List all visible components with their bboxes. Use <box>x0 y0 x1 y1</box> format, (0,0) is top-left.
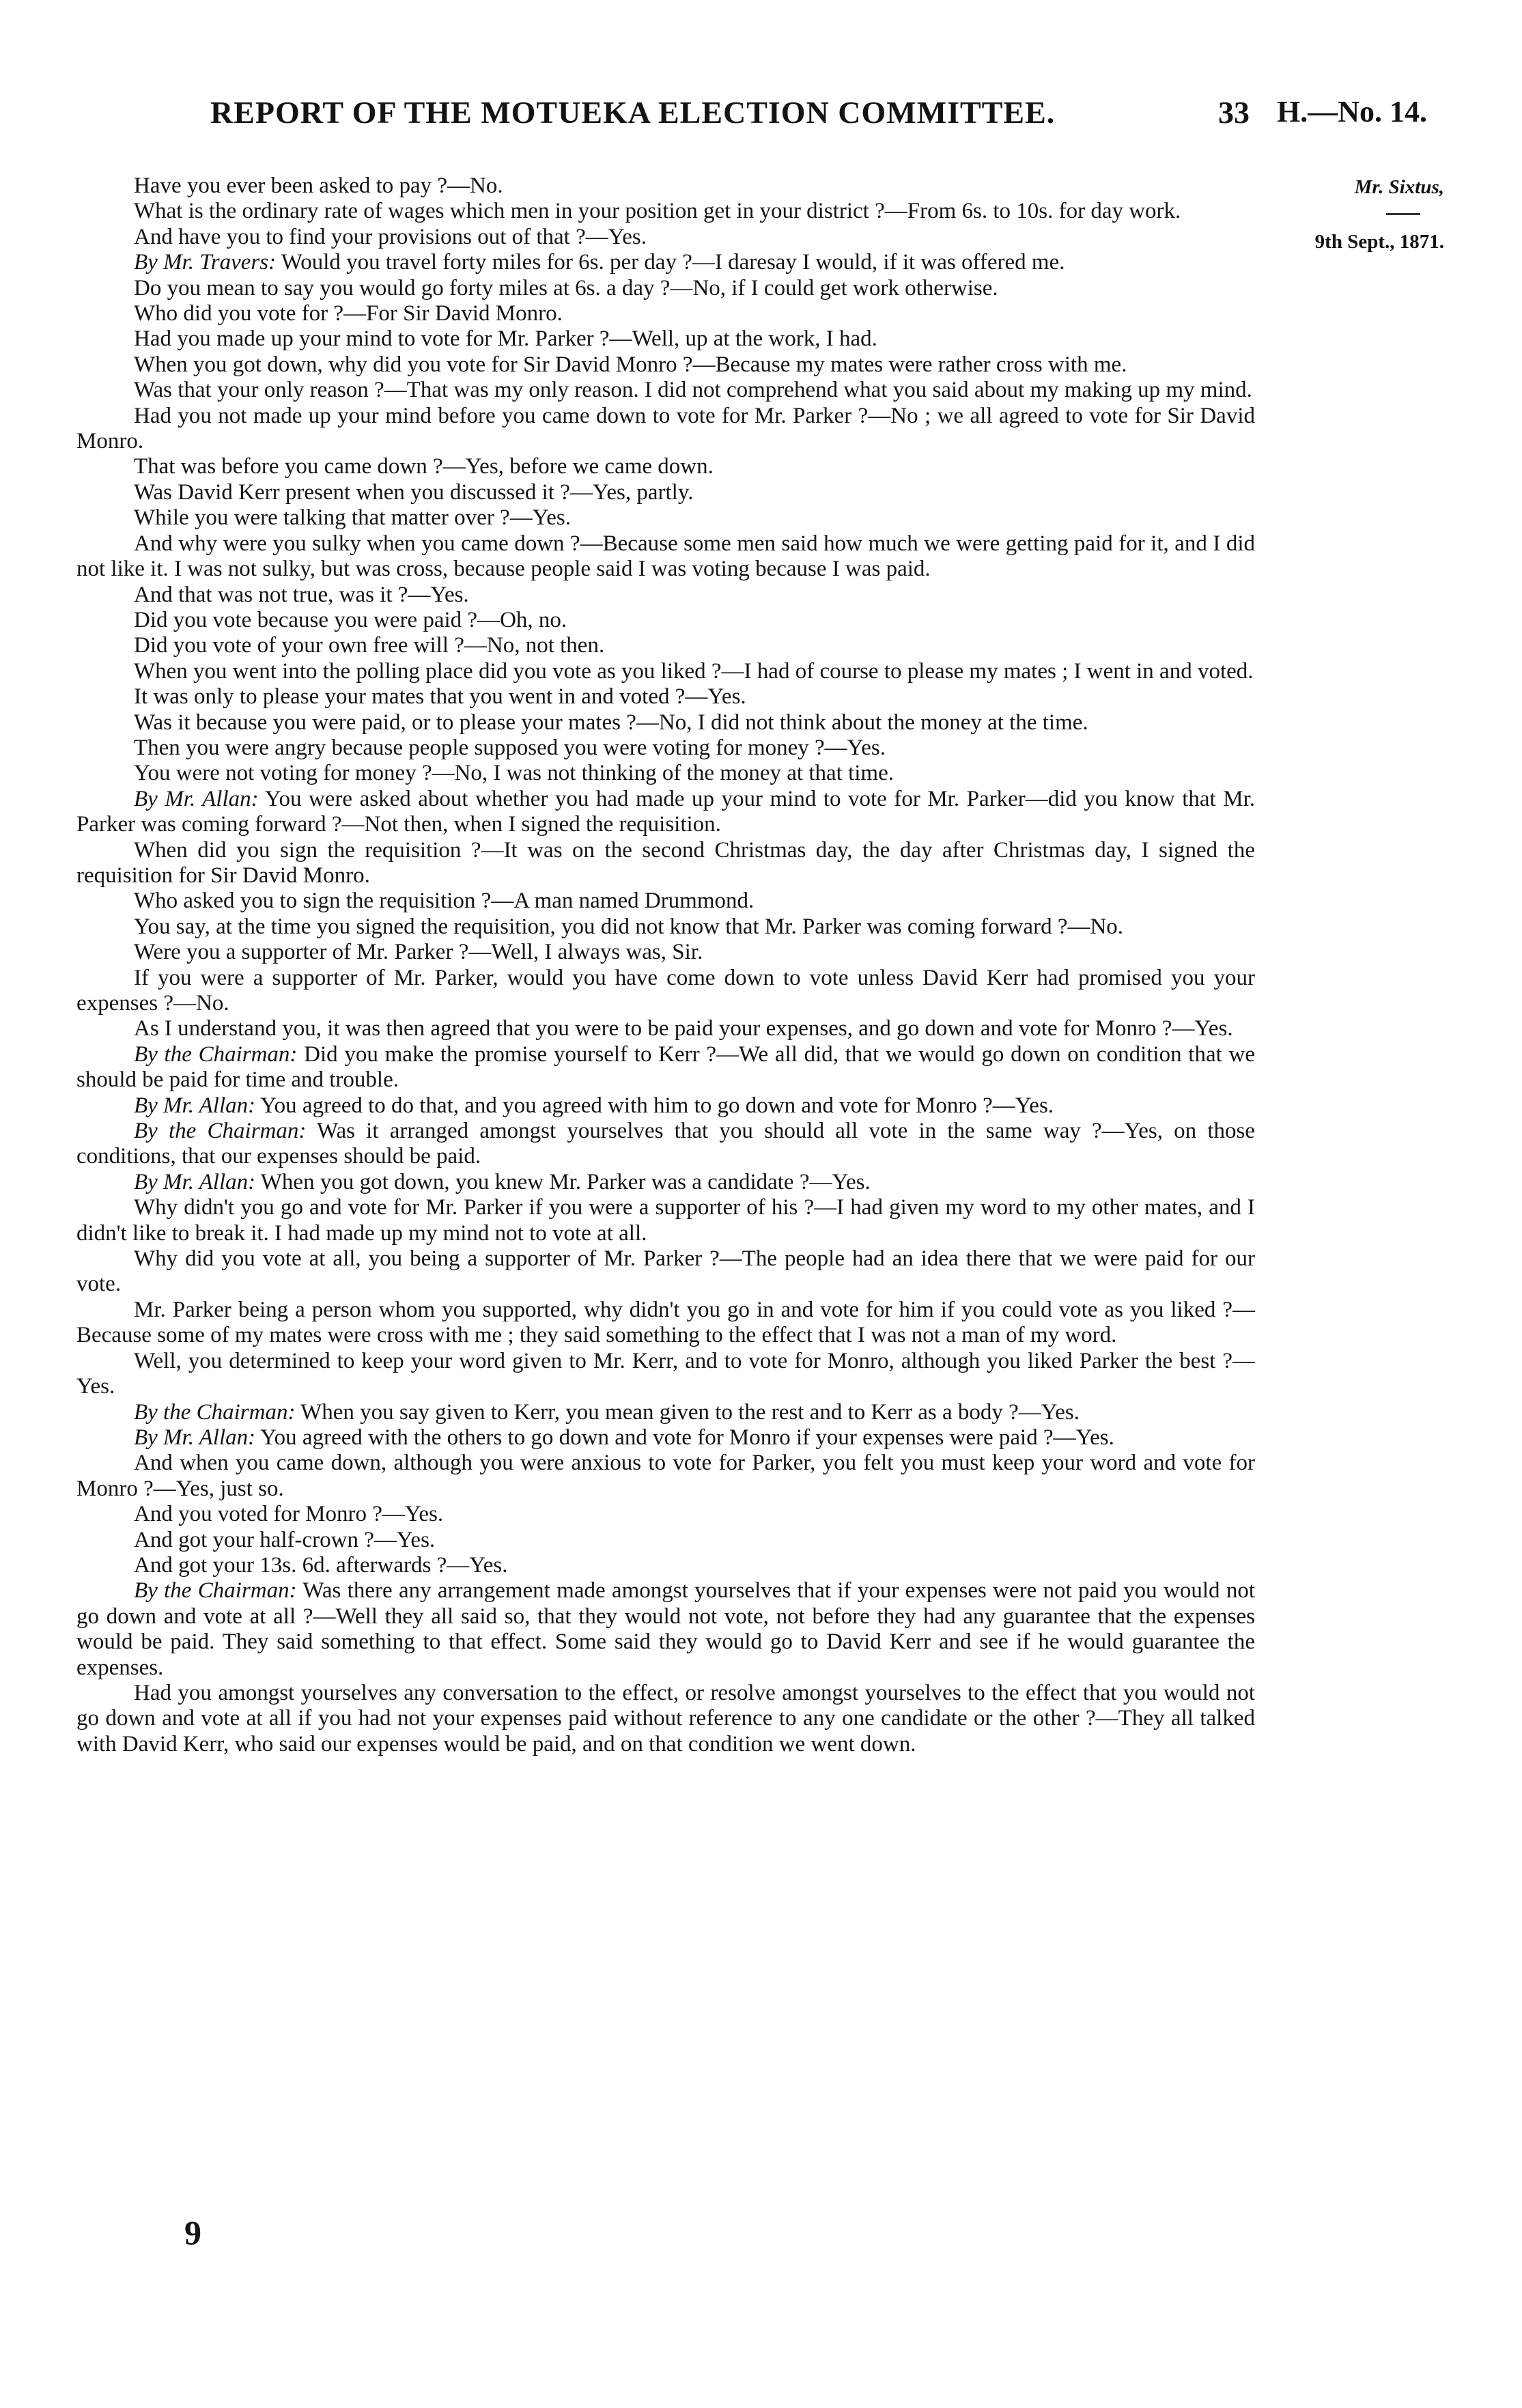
paragraph-text: You agreed with the others to go down and vote for Monro if your expenses were paid ?—Yes. <box>255 1425 1114 1450</box>
testimony-paragraph <box>76 1528 1255 1553</box>
testimony-paragraph <box>76 1578 1255 1681</box>
questioner-label: By the Chairman: <box>134 1119 307 1144</box>
paragraph-text: What is the ordinary rate of wages which men in your position get in your district ?—From 6s. to 10s. for day work. <box>134 199 1181 224</box>
paragraph-text: Did you make the promise yourself to Kerr ?—We all did, that we would go down on condition that we should be paid for time and trouble. <box>76 1041 1256 1093</box>
page-number: 33 <box>1218 95 1250 130</box>
testimony-paragraph <box>76 966 1255 1017</box>
paragraph-text: When did you sign the requisition ?—It was on the second Christmas day, the day after Christmas day, I signed the requisition for Sir David Monro. <box>76 837 1255 888</box>
testimony-paragraph <box>76 480 1255 505</box>
questioner-label: By Mr. Allan: <box>134 1093 256 1118</box>
paragraph-text: While you were talking that matter over ?—Yes. <box>134 505 571 531</box>
paragraph-text: And that was not true, was it ?—Yes. <box>134 582 469 607</box>
testimony-paragraph <box>76 761 1255 786</box>
paragraph-text: And you voted for Monro ?—Yes. <box>134 1502 444 1527</box>
paragraph-text: As I understand you, it was then agreed that you were to be paid your expenses, and go down and vote for Monro ?—Yes. <box>134 1016 1233 1041</box>
paragraph-text: Would you travel forty miles for 6s. per day ?—I daresay I would, if it was offered me. <box>276 250 1065 275</box>
margin-witness-name: Mr. Sixtus, <box>1354 176 1444 198</box>
testimony-paragraph <box>76 454 1255 479</box>
printer-signature-mark: 9 <box>184 2213 201 2252</box>
document-reference: H.—No. 14. <box>1277 95 1427 128</box>
testimony-paragraph <box>76 301 1255 326</box>
paragraph-text: Who did you vote for ?—For Sir David Monro. <box>134 301 563 326</box>
paragraph-text: Did you vote because you were paid ?—Oh, no. <box>134 607 567 632</box>
paragraph-text: If you were a supporter of Mr. Parker, would you have come down to vote unless David Kerr had promised you your expenses ?—No. <box>76 965 1255 1016</box>
testimony-body <box>76 173 1255 1757</box>
margin-date: 9th Sept., 1871. <box>1314 231 1444 253</box>
paragraph-text: When you got down, you knew Mr. Parker was a candidate ?—Yes. <box>255 1169 871 1194</box>
paragraph-text: Had you not made up your mind before you came down to vote for Mr. Parker ?—No ; we all agreed to vote for Sir David Monro. <box>76 403 1255 454</box>
testimony-paragraph <box>76 736 1255 761</box>
paragraph-text: Was that your only reason ?—That was my only reason. I did not comprehend what you said about my making up my mind. <box>134 378 1252 403</box>
paragraph-text: And have you to find your provisions out of that ?—Yes. <box>134 224 647 249</box>
paragraph-text: Have you ever been asked to pay ?—No. <box>134 173 503 198</box>
testimony-paragraph <box>76 505 1255 531</box>
testimony-paragraph <box>76 531 1255 583</box>
paragraph-text: Do you mean to say you would go forty miles at 6s. a day ?—No, if I could get work otherwise. <box>134 275 998 300</box>
testimony-paragraph <box>76 1042 1255 1093</box>
paragraph-text: You say, at the time you signed the requisition, you did not know that Mr. Parker was coming forward ?—No. <box>134 914 1124 939</box>
testimony-paragraph <box>76 1400 1255 1425</box>
paragraph-text: When you say given to Kerr, you mean given to the rest and to Kerr as a body ?—Yes. <box>295 1399 1080 1425</box>
paragraph-text: Was it arranged amongst yourselves that you should all vote in the same way ?—Yes, on those conditions, that our expenses should be paid. <box>76 1119 1256 1169</box>
paragraph-text: Mr. Parker being a person whom you supported, why didn't you go in and vote for him if you could vote as you liked ?—Because some of my mates were cross with me ; they said something to the effect that I was not a man of my word. <box>76 1297 1255 1348</box>
testimony-paragraph <box>76 326 1255 352</box>
questioner-label: By Mr. Travers: <box>134 250 277 275</box>
paragraph-text: You were not voting for money ?—No, I was not thinking of the money at that time. <box>134 761 894 786</box>
testimony-paragraph <box>76 940 1255 965</box>
paragraph-text: And when you came down, although you were anxious to vote for Parker, you felt you must keep your word and vote for Monro ?—Yes, just so. <box>76 1451 1255 1501</box>
testimony-paragraph <box>76 404 1255 455</box>
testimony-paragraph <box>76 199 1255 224</box>
testimony-paragraph <box>76 378 1255 403</box>
paragraph-text: Well, you determined to keep your word given to Mr. Kerr, and to vote for Monro, although you liked Parker the best ?—Yes. <box>76 1348 1255 1399</box>
testimony-paragraph <box>76 1119 1255 1170</box>
testimony-paragraph <box>76 888 1255 914</box>
paragraph-text: It was only to please your mates that you went in and voted ?—Yes. <box>134 684 746 710</box>
margin-divider <box>1386 213 1420 215</box>
paragraph-text: That was before you came down ?—Yes, before we came down. <box>134 454 714 479</box>
paragraph-text: Why did you vote at all, you being a supporter of Mr. Parker ?—The people had an idea there that we were paid for our vote. <box>76 1246 1255 1297</box>
testimony-paragraph <box>76 583 1255 608</box>
paragraph-text: Had you amongst yourselves any conversation to the effect, or resolve amongst yourselves to the effect that you would not go down and vote at all if you had not your expenses paid without reference to any one candidate or the other ?—They all talked with David Kerr, who said our expenses would be paid, and on that condition we went down. <box>76 1680 1255 1756</box>
paragraph-text: You agreed to do that, and you agreed with him to go down and vote for Monro ?—Yes. <box>255 1093 1054 1118</box>
testimony-paragraph <box>76 684 1255 710</box>
paragraph-text: Was there any arrangement made amongst yourselves that if your expenses were not paid you would not go down and vote at all ?—Well they all said so, that they would not vote, not before they had any guarantee that the expenses would be paid. They said something to that effect. Some said they would go to David Kerr and see if he would guarantee the expenses. <box>76 1578 1255 1680</box>
paragraph-text: And got your half-crown ?—Yes. <box>134 1527 436 1552</box>
running-header <box>0 94 1522 135</box>
testimony-paragraph <box>76 1425 1255 1451</box>
testimony-paragraph <box>76 1681 1255 1757</box>
paragraph-text: Why didn't you go and vote for Mr. Parker if you were a supporter of his ?—I had given my word to my other mates, and I didn't like to break it. I had made up my mind not to vote at all. <box>76 1195 1255 1246</box>
testimony-paragraph <box>76 1451 1255 1502</box>
paragraph-text: Had you made up your mind to vote for Mr. Parker ?—Well, up at the work, I had. <box>134 326 877 352</box>
testimony-paragraph <box>76 352 1255 378</box>
questioner-label: By Mr. Allan: <box>134 786 259 811</box>
testimony-paragraph <box>76 838 1255 889</box>
testimony-paragraph <box>76 1195 1255 1246</box>
questioner-label: By Mr. Allan: <box>134 1425 256 1450</box>
testimony-paragraph <box>76 1502 1255 1527</box>
testimony-paragraph <box>76 1170 1255 1195</box>
questioner-label: By the Chairman: <box>134 1399 296 1425</box>
testimony-paragraph <box>76 633 1255 658</box>
questioner-label: By the Chairman: <box>134 1041 298 1067</box>
testimony-paragraph <box>76 1349 1255 1400</box>
page-title: REPORT OF THE MOTUEKA ELECTION COMMITTEE. <box>210 95 1056 130</box>
testimony-paragraph <box>76 1016 1255 1041</box>
testimony-paragraph <box>76 173 1255 199</box>
testimony-paragraph <box>76 608 1255 633</box>
paragraph-text: Who asked you to sign the requisition ?—A man named Drummond. <box>134 888 755 914</box>
paragraph-text: When you went into the polling place did you vote as you liked ?—I had of course to please my mates ; I went in and voted. <box>134 658 1254 684</box>
testimony-paragraph <box>76 1246 1255 1298</box>
paragraph-text: And why were you sulky when you came down ?—Because some men said how much we were getting paid for it, and I did not like it. I was not sulky, but was cross, because people said I was voting because I was paid. <box>76 531 1255 582</box>
paragraph-text: Was it because you were paid, or to please your mates ?—No, I did not think about the money at the time. <box>134 710 1088 735</box>
questioner-label: By the Chairman: <box>134 1578 297 1604</box>
paragraph-text: You were asked about whether you had made up your mind to vote for Mr. Parker—did you know that Mr. Parker was coming forward ?—Not then, when I signed the requisition. <box>76 786 1255 837</box>
paragraph-text: Did you vote of your own free will ?—No, not then. <box>134 633 605 658</box>
testimony-paragraph <box>76 1553 1255 1578</box>
paragraph-text: Was David Kerr present when you discussed it ?—Yes, partly. <box>134 479 694 505</box>
questioner-label: By Mr. Allan: <box>134 1169 256 1194</box>
testimony-paragraph <box>76 710 1255 736</box>
testimony-paragraph <box>76 276 1255 301</box>
paragraph-text: Were you a supporter of Mr. Parker ?—Well, I always was, Sir. <box>134 940 703 965</box>
paragraph-text: Then you were angry because people supposed you were voting for money ?—Yes. <box>134 735 886 760</box>
paragraph-text: And got your 13s. 6d. afterwards ?—Yes. <box>134 1552 508 1578</box>
paragraph-text: When you got down, why did you vote for Sir David Monro ?—Because my mates were rather cross with me. <box>134 352 1127 377</box>
testimony-paragraph <box>76 1298 1255 1349</box>
testimony-paragraph <box>76 250 1255 275</box>
testimony-paragraph <box>76 225 1255 250</box>
testimony-paragraph <box>76 787 1255 838</box>
testimony-paragraph <box>76 1093 1255 1119</box>
testimony-paragraph <box>76 659 1255 684</box>
testimony-paragraph <box>76 914 1255 940</box>
